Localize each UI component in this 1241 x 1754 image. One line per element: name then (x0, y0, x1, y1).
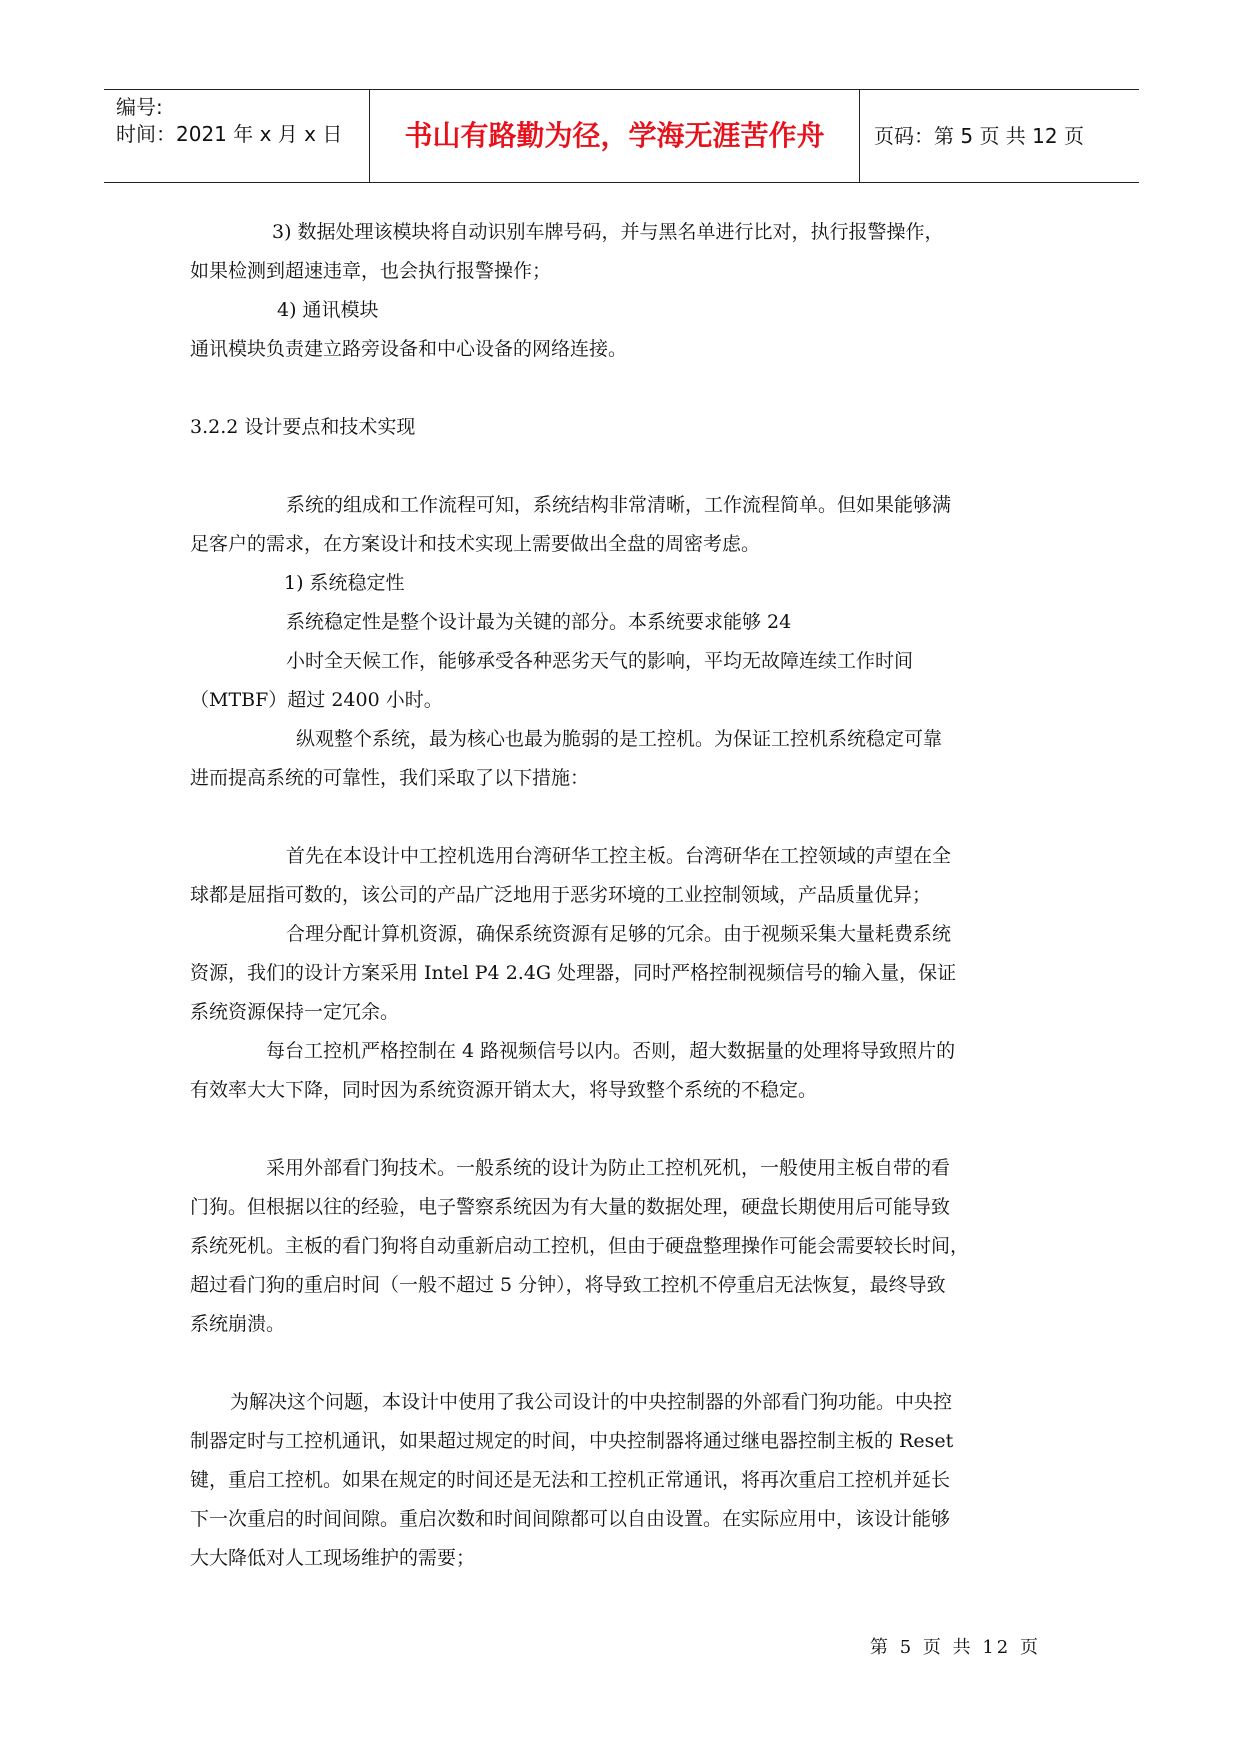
paragraph: 系统的组成和工作流程可知，系统结构非常清晰，工作流程简单。但如果能够满 (286, 494, 952, 516)
time-label: 时间：2021 年 x 月 x 日 (116, 122, 343, 146)
paragraph: 资源，我们的设计方案采用 Intel P4 2.4G 处理器，同时严格控制视频信号的输入量，保证 (190, 962, 957, 984)
paragraph-gap (190, 369, 1058, 408)
paragraph: 采用外部看门狗技术。一般系统的设计为防止工控机死机，一般使用主板自带的看 (266, 1157, 951, 1179)
paragraph-gap (190, 447, 1058, 486)
serial-number-label: 编号: (116, 95, 163, 119)
paragraph: 为解决这个问题，本设计中使用了我公司设计的中央控制器的外部看门狗功能。中央控 (230, 1391, 953, 1413)
paragraph: 足客户的需求，在方案设计和技术实现上需要做出全盘的周密考虑。 (190, 533, 761, 555)
paragraph: 3) 数据处理该模块将自动识别车牌号码，并与黑名单进行比对，执行报警操作， (272, 221, 944, 243)
paragraph: 门狗。但根据以往的经验，电子警察系统因为有大量的数据处理，硬盘长期使用后可能导致 (190, 1196, 951, 1218)
paragraph: 有效率大大下降，同时因为系统资源开销太大，将导致整个系统的不稳定。 (190, 1079, 818, 1101)
paragraph: 大大降低对人工现场维护的需要； (190, 1547, 476, 1569)
paragraph: 如果检测到超速违章，也会执行报警操作； (190, 260, 552, 282)
paragraph-gap (190, 1110, 1058, 1149)
paragraph: 合理分配计算机资源，确保系统资源有足够的冗余。由于视频采集大量耗费系统 (286, 923, 952, 945)
header-divider (859, 90, 860, 182)
section-item-heading: 4) 通讯模块 (277, 299, 379, 321)
header-motto: 书山有路勤为径，学海无涯苦作舟 (404, 119, 825, 152)
paragraph-gap (190, 798, 1058, 837)
paragraph: 纵观整个系统，最为核心也最为脆弱的是工控机。为保证工控机系统稳定可靠 (296, 728, 943, 750)
paragraph: 小时全天候工作，能够承受各种恶劣天气的影响，平均无故障连续工作时间 (286, 650, 914, 672)
paragraph: 下一次重启的时间间隙。重启次数和时间间隙都可以自由设置。在实际应用中，该设计能够 (190, 1508, 951, 1530)
paragraph: 系统资源保持一定冗余。 (190, 1001, 400, 1023)
paragraph: 系统稳定性是整个设计最为关键的部分。本系统要求能够 24 (286, 611, 792, 633)
paragraph: 系统死机。主板的看门狗将自动重新启动工控机，但由于硬盘整理操作可能会需要较长时间， (190, 1235, 970, 1257)
paragraph: 键，重启工控机。如果在规定的时间还是无法和工控机正常通讯，将再次重启工控机并延长 (190, 1469, 951, 1491)
paragraph: 制器定时与工控机通讯，如果超过规定的时间，中央控制器将通过继电器控制主板的 Reset (190, 1430, 954, 1452)
paragraph-gap (190, 1344, 1058, 1383)
section-heading: 3.2.2 设计要点和技术实现 (190, 416, 416, 438)
paragraph: 系统崩溃。 (190, 1313, 286, 1335)
paragraph: 超过看门狗的重启时间（一般不超过 5 分钟），将导致工控机不停重启无法恢复，最终导致 (190, 1274, 946, 1296)
document-body (190, 213, 1058, 1578)
paragraph: （MTBF）超过 2400 小时。 (190, 689, 443, 711)
header-page-number: 页码：第 5 页 共 12 页 (874, 124, 1084, 148)
header-meta (116, 94, 342, 148)
page-footer: 第 5 页 共 12 页 (870, 1637, 1041, 1658)
paragraph: 进而提高系统的可靠性，我们采取了以下措施： (190, 767, 590, 789)
paragraph: 通讯模块负责建立路旁设备和中心设备的网络连接。 (190, 338, 628, 360)
paragraph: 每台工控机严格控制在 4 路视频信号以内。否则，超大数据量的处理将导致照片的 (266, 1040, 956, 1062)
page-header (104, 89, 1139, 183)
paragraph: 球都是屈指可数的，该公司的产品广泛地用于恶劣环境的工业控制领域，产品质量优异； (190, 884, 932, 906)
section-item-heading: 1) 系统稳定性 (284, 572, 405, 594)
paragraph: 首先在本设计中工控机选用台湾研华工控主板。台湾研华在工控领域的声望在全 (286, 845, 952, 867)
